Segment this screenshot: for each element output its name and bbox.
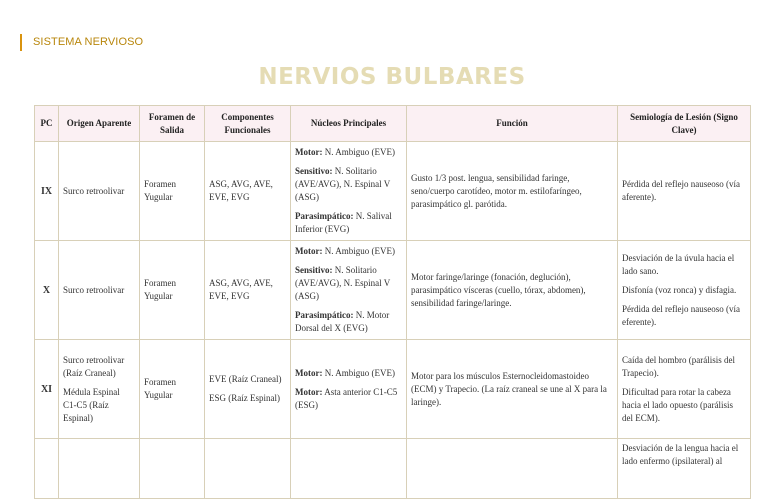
semiologia-text: Pérdida del reflejo nauseoso (vía aferente). [622, 179, 740, 202]
semiologia-text: Pérdida del reflejo nauseoso (vía eferente). [622, 303, 740, 327]
section-title: SISTEMA NERVIOSO [33, 36, 144, 48]
cell-funcion: Gusto 1/3 post. lengua, sensibilidad faringe, seno/cuerpo carotídeo, motor m. estilofaríngeo, parasimpático gl. parótida. [407, 142, 618, 241]
nucleo-item [295, 210, 402, 236]
cell-pc [35, 439, 59, 499]
cell-origen [59, 340, 140, 439]
nucleo-text: N. Solitario (AVE/AVG), N. Espinal V (ASG) [295, 166, 391, 202]
cell-nucleos [291, 142, 407, 241]
nucleo-label: Sensitivo: [295, 265, 333, 275]
header-nucleos: Núcleos Principales [291, 106, 407, 142]
cell-funcion: Motor faringe/laringe (fonación, deglución), parasimpático vísceras (cuello, tórax, abdomen), sensibilidad faringe/laringe. [407, 241, 618, 340]
semiologia-text: Caída del hombro (parálisis del Trapecio). [622, 354, 735, 378]
header-pc: PC [35, 106, 59, 142]
section-header [20, 33, 143, 51]
cell-nucleos [291, 439, 407, 499]
nucleo-label: Motor: [295, 386, 323, 397]
componentes-text: ASG, AVG, AVE, EVE, EVG [209, 278, 273, 301]
cell-pc: XI [35, 340, 59, 439]
nucleo-label: Motor: [295, 147, 323, 157]
semiologia-text: Disfonía (voz ronca) y disfagia. [622, 284, 737, 295]
nucleo-text: N. Ambiguo (EVE) [322, 367, 395, 378]
cell-componentes [205, 340, 291, 439]
nucleo-text: N. Solitario (AVE/AVG), N. Espinal V (ASG) [295, 265, 391, 301]
page-title: NERVIOS BULBARES [258, 64, 526, 90]
header-accent-bar [20, 34, 22, 51]
table-row [35, 340, 751, 439]
nucleo-item [295, 309, 402, 335]
header-componentes: Componentes Funcionales [205, 106, 291, 142]
cell-origen [59, 241, 140, 340]
nucleo-text: N. Motor Dorsal del X (EVG) [295, 310, 390, 333]
origen-text: Surco retroolivar (Raíz Craneal) [63, 354, 125, 378]
nucleo-item [295, 146, 402, 159]
header-funcion: Función [407, 106, 618, 142]
nucleo-label: Parasimpático: [295, 310, 354, 320]
origen-text: Surco retroolivar [63, 284, 125, 295]
cell-componentes [205, 142, 291, 241]
nucleo-text: N. Ambiguo (EVE) [322, 147, 395, 157]
nucleo-text: Asta anterior C1-C5 (ESG) [295, 386, 398, 410]
cell-componentes [205, 241, 291, 340]
cell-foramen: Foramen Yugular [140, 142, 205, 241]
origen-text: Surco retroolivar [63, 185, 125, 196]
cell-funcion: Motor para los músculos Esternocleidomastoideo (ECM) y Trapecio. (La raíz craneal se une al X para la laringe). [407, 340, 618, 439]
nucleo-text: N. Ambiguo (EVE) [322, 246, 395, 256]
cell-foramen: Foramen Yugular [140, 241, 205, 340]
nucleo-item [295, 245, 402, 258]
header-foramen: Foramen de Salida [140, 106, 205, 142]
semiologia-text: Desviación de la úvula hacia el lado sano. [622, 252, 735, 276]
componentes-text: EVE (Raíz Craneal) [209, 374, 282, 384]
table-row [35, 241, 751, 340]
header-origen: Origen Aparente [59, 106, 140, 142]
cell-foramen: Foramen Yugular [140, 340, 205, 439]
cell-origen [59, 439, 140, 499]
nucleo-item [295, 367, 402, 380]
origen-text: Médula Espinal C1-C5 (Raíz Espinal) [63, 386, 120, 423]
nucleo-label: Sensitivo: [295, 166, 333, 176]
nucleo-label: Motor: [295, 367, 323, 378]
nucleo-item [295, 386, 402, 412]
cell-semiologia [618, 439, 751, 499]
nucleo-item [295, 165, 402, 204]
semiologia-text: Desviación de la lengua hacia el lado enfermo (ipsilateral) al [622, 443, 739, 466]
cell-componentes [205, 439, 291, 499]
table-header-row [35, 106, 751, 142]
cell-nucleos [291, 340, 407, 439]
cell-semiologia [618, 241, 751, 340]
nucleo-item [295, 264, 402, 303]
cell-origen [59, 142, 140, 241]
cell-pc: IX [35, 142, 59, 241]
nucleo-text: N. Salival Inferior (EVG) [295, 211, 392, 234]
nucleo-label: Parasimpático: [295, 211, 354, 221]
cell-foramen [140, 439, 205, 499]
table-row [35, 142, 751, 241]
nucleo-label: Motor: [295, 246, 323, 256]
componentes-text: ASG, AVG, AVE, EVE, EVG [209, 179, 273, 202]
cell-funcion [407, 439, 618, 499]
cell-nucleos [291, 241, 407, 340]
cell-semiologia [618, 142, 751, 241]
cranial-nerves-table [34, 105, 751, 499]
table-row [35, 439, 751, 499]
header-semiologia: Semiología de Lesión (Signo Clave) [618, 106, 751, 142]
semiologia-text: Dificultad para rotar la cabeza hacia el lado opuesto (parálisis del ECM). [622, 386, 733, 423]
componentes-text: ESG (Raíz Espinal) [209, 393, 280, 403]
cell-pc: X [35, 241, 59, 340]
cell-semiologia [618, 340, 751, 439]
